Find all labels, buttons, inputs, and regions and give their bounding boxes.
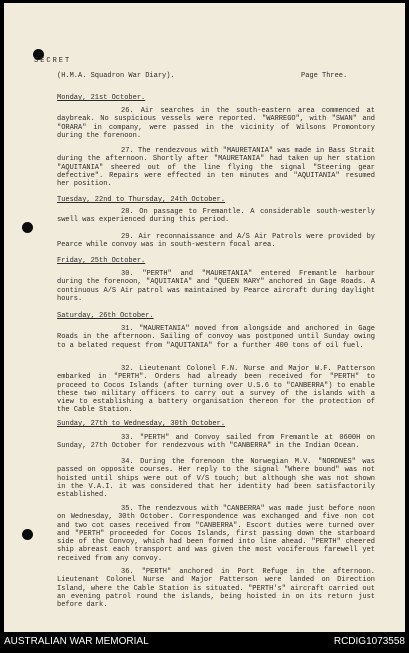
paragraph-32 [57, 365, 375, 415]
date-heading: Sunday, 27th to Wednesday, 30th October. [57, 420, 226, 428]
date-heading: Friday, 25th October. [57, 257, 146, 265]
date-heading: Tuesday, 22nd to Thursday, 24th October. [57, 196, 226, 204]
paragraph-number: 30. [121, 270, 134, 278]
paragraph-number: 31. [121, 325, 134, 333]
paragraph-text: Lieutenant Colonel F.N. Nurse and Major W.F. Patterson embarked in "PERTH". Orders had already been received for "PERTH" to proceed to Cocos Islands (after turning over U.S.6 to "CANBERRA") to enable these two military officers to carry out a survey of the islands with a view to establishing a battery organisation thereon for the protection of the Cable Station. [57, 365, 375, 415]
paragraph-text: "PERTH" and Convoy sailed from Fremantle at 0600H on Sunday, 27th October for rendezvous with "CANBERRA" in the Indian Ocean. [57, 434, 376, 451]
date-heading: Monday, 21st October. [57, 94, 146, 102]
paragraph-text: The rendezvous with "MAURETANIA" was made in Bass Strait during the afternoon. Shortly after "MAURETANIA" had taken up her station "AQUITANIA" sheered out of the line flying the signal "Steering gear defective". Repairs were effected in ten minutes and "AQUITANIA" resumed her position. [57, 147, 375, 189]
paragraph-35 [57, 505, 375, 563]
record-id: RCDIG1073558 [333, 636, 405, 647]
paragraph-text: "MAURETANIA" moved from alongside and anchored in Gage Roads in the afternoon. Sailing of convoy was postponed until Sunday owing to a belated request from "AQUITANIA" for a further 400 tons of oil fuel. [57, 325, 375, 350]
paragraph-text: "PERTH" anchored in Port Refuge in the afternoon. Lieutenant Colonel Nurse and Major Patterson were landed on Direction Island, where the Cable Station is situated. "PERTH's" aircraft carried out an evening patrol round the islands, being hoisted in on its return just before dark. [57, 568, 375, 610]
paragraph-number: 36. [121, 568, 134, 576]
paragraph-31 [57, 325, 375, 350]
paragraph-text: Air searches in the south-eastern area commenced at daybreak. No suspicious vessels were reported. "WARREGO", with "SWAN" and "ORARA" in company, were passed in the vicinity of Wilsons Promontory during the forenoon. [57, 107, 375, 140]
paragraph-26 [57, 107, 375, 140]
archive-name: AUSTRALIAN WAR MEMORIAL [4, 636, 149, 647]
paragraph-text: During the forenoon the Norwegian M.V. "NORDNES" was passed on opposite courses. Her reply to the signal "Where bound" was not hoisted until ships were out of V/S touch; but although she was not shown in the V.A.I. it was considered that her identity had been satisfactorily established. [57, 458, 375, 500]
punch-hole-middle [22, 222, 33, 233]
paragraph-number: 26. [121, 107, 134, 115]
paragraph-text: On passage to Fremantle. A considerable south-westerly swell was experienced during this period. [57, 208, 375, 225]
paragraph-34 [57, 458, 375, 499]
paragraph-number: 34. [121, 458, 134, 466]
paragraph-text: The rendezvous with "CANBERRA" was made just before noon on Wednesday, 30th October. Correspondence was exchanged and five non cot and two cot cases received from "CANBERRA". Escort duties were turned over and "PERTH" proceeded for Cocos Islands, first passing down the starboard side of the Convoy, which had been formed into line ahead. "PERTH" cheered ship abreast each transport and was given the most vociferous farewell yet received from any convoy. [57, 505, 375, 563]
paragraph-33 [57, 434, 375, 451]
paragraph-number: 33. [121, 434, 134, 442]
date-heading: Saturday, 26th October. [57, 312, 154, 320]
paragraph-27 [57, 147, 375, 188]
document-subtitle: (H.M.A. Squadron War Diary). [57, 72, 175, 80]
paragraph-number: 32. [121, 365, 134, 373]
punch-hole-bottom [22, 529, 33, 540]
paragraph-text: Air reconnaissance and A/S Air Patrols were provided by Pearce while convoy was in south-western focal area. [57, 233, 375, 250]
paragraph-number: 28. [121, 208, 134, 216]
paragraph-number: 29. [121, 233, 134, 241]
paragraph-30 [57, 270, 375, 303]
paragraph-number: 27. [121, 147, 134, 155]
paragraph-text: "PERTH" and "MAURETANIA" entered Fremantle harbour during the forenoon, "AQUITANIA" and "QUEEN MARY" anchored in Gage Roads. A continuous A/S Air patrol was maintained by Pearce aircraft during daylight hours. [57, 270, 375, 303]
paragraph-28 [57, 208, 375, 225]
paragraph-29 [57, 233, 375, 250]
paragraph-36 [57, 568, 375, 609]
classification-label: SECRET [34, 57, 72, 65]
page-number: Page Three. [301, 72, 348, 80]
paragraph-number: 35. [121, 505, 134, 513]
